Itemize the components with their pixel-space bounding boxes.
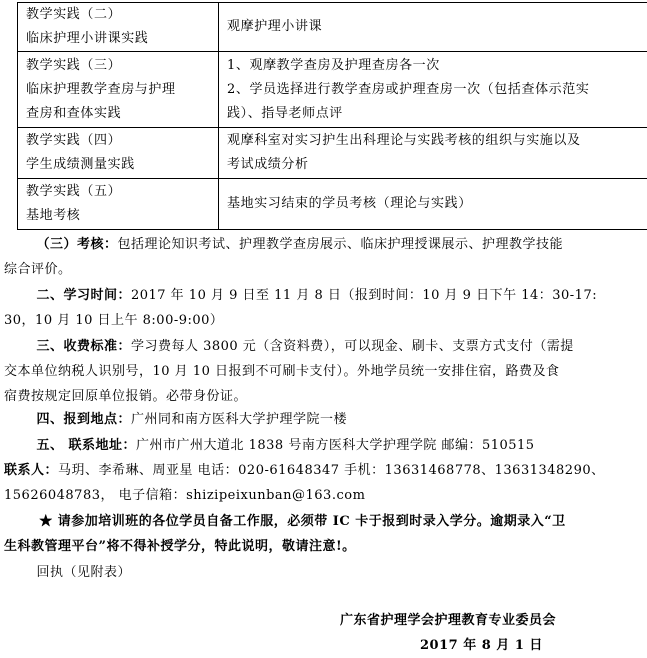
- table-cell-practice: 教学实践（二） 临床护理小讲课实践: [18, 3, 219, 52]
- signature-date: 2017 年 8 月 1 日: [420, 638, 543, 653]
- location-section: 四、报到地点：广州同和南方医科大学护理学院一楼: [36, 412, 347, 427]
- contacts-section: 联系人：马玥、李希琳、周亚星 电话：020-61648347 手机：13631468778、13631348290、 15626048783， 电子信箱：shizipeixunban@163.com: [4, 463, 605, 503]
- assessment-label: （三）考核：: [36, 237, 118, 252]
- receipt-section: [4, 560, 644, 585]
- fee-label: 三、收费标准：: [36, 339, 131, 354]
- table-row: [18, 52, 647, 128]
- table-row: [18, 3, 647, 52]
- study-time-section: 二、学习时间：2017 年 10 月 9 日至 11 月 8 日（报到时间：10 月 9 日下午 14：30-17: 30，10 月 10 日上午 8:00-9:00）: [4, 288, 598, 328]
- fee-section: 三、收费标准：学习费每人 3800 元（含资料费），可以现金、刷卡、支票方式支付（需提 交本单位纳税人识别号，10 月 10 日报到不可刷卡支付）。外地学员统一安排住宿，路费及食 宿费按规定回原单位报销。必带身份证。: [4, 339, 574, 404]
- star-icon: ★: [39, 514, 53, 529]
- assessment-section: （三）考核：包括理论知识考试、护理教学查房展示、临床护理授课展示、护理教学技能 综合评价。: [4, 237, 563, 277]
- contacts-label: 联系人：: [4, 463, 59, 478]
- address-label: 五、 联系地址：: [36, 438, 136, 453]
- receipt-text: 回执（见附表）: [36, 565, 131, 580]
- signature-organization: 广东省护理学会护理教育专业委员会: [340, 613, 557, 628]
- location-label: 四、报到地点：: [36, 412, 131, 427]
- table-cell-practice: 教学实践（四） 学生成绩测量实践: [18, 128, 219, 179]
- teaching-practice-table: [17, 2, 647, 230]
- notice-section: ★ 请参加培训班的各位学员自备工作服，必须带 IC 卡于报到时录入学分。逾期录入“卫 生科教管理平台”将不得补授学分，特此说明，敬请注意!。: [4, 514, 566, 554]
- table-cell-content: 基地实习结束的学员考核（理论与实践）: [219, 179, 647, 230]
- table-cell-content: 1、观摩教学查房及护理查房各一次 2、学员选择进行教学查房或护理查房一次（包括查体示范实 践）、指导老师点评: [219, 52, 647, 128]
- table-row: [18, 128, 647, 179]
- table-cell-practice: 教学实践（三） 临床护理教学查房与护理 查房和查体实践: [18, 52, 219, 128]
- address-section: 五、 联系地址：广州市广州大道北 1838 号南方医科大学护理学院 邮编：510515: [36, 438, 535, 453]
- table-cell-content: 观摩护理小讲课: [219, 3, 647, 52]
- study-time-label: 二、学习时间：: [36, 288, 131, 303]
- table-cell-content: 观摩科室对实习护生出科理论与实践考核的组织与实施以及 考试成绩分析: [219, 128, 647, 179]
- table-row: [18, 179, 647, 230]
- table-cell-practice: 教学实践（五） 基地考核: [18, 179, 219, 230]
